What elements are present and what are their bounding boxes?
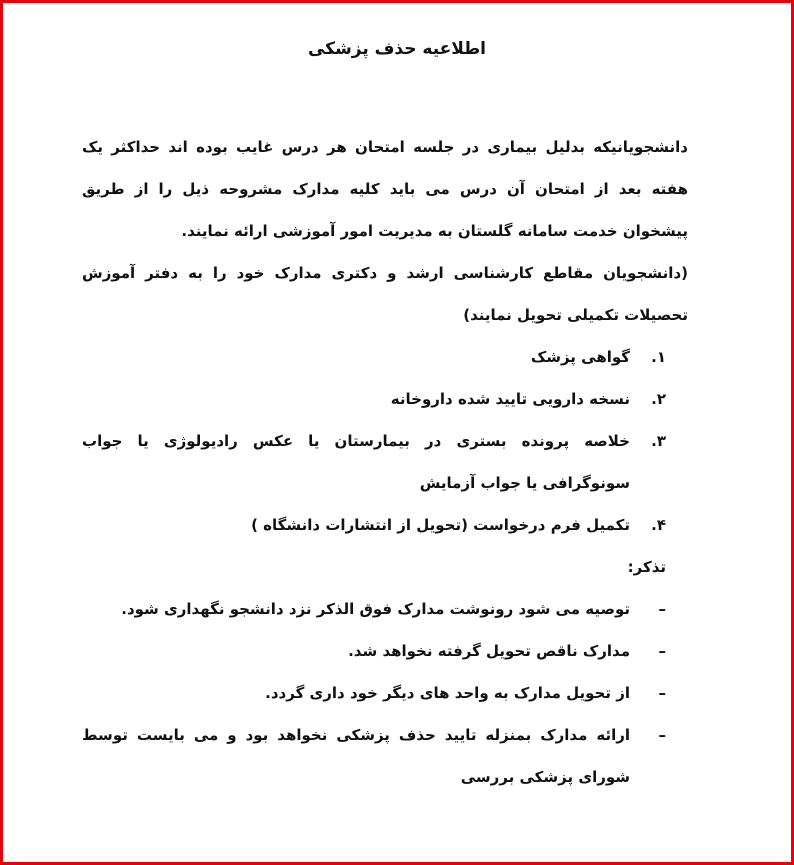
numbered-item-3 [82,420,688,504]
item-text: از تحویل مدارک به واحد های دیگر خود داری گردد. [265,684,630,702]
item-number: ۲. [651,390,666,408]
note-item-4 [82,714,688,798]
numbered-item-4 [82,504,688,546]
numbered-item-2 [82,378,688,420]
item-text: ارائه مدارک بمنزله تایید حذف پزشکی نخواهد بود و می بایست توسط شورای پزشکی بررسی [82,726,630,786]
note-item-2 [82,630,688,672]
note-heading: تذکر: [627,558,666,576]
item-text: خلاصه پرونده بستری در بیمارستان یا عکس رادیولوژی یا جواب سونوگرافی یا جواب آزمایش [82,432,630,492]
note-item-3 [82,672,688,714]
page-title: اطلاعیه حذف پزشکی [307,39,487,59]
item-text: نسخه دارویی تایید شده داروخانه [390,390,630,408]
item-number: ۳. [651,432,666,450]
numbered-item-1 [82,336,688,378]
item-text: مدارک ناقص تحویل گرفته نخواهد شد. [348,642,630,660]
item-text: تکمیل فرم درخواست (تحویل از انتشارات دانشگاه ) [251,516,630,534]
item-number: ۱. [651,348,666,366]
dash-bullet: – [658,642,666,660]
intro-paragraph-1: دانشجویانیکه بدلیل بیماری در جلسه امتحان هر درس غایب بوده اند حداکثر یک هفته بعد از امتحان آن درس می باید کلیه مدارک مشروحه ذیل را از طریق پیشخوان خدمت سامانه گلستان به مدیریت امور آموزشی ارائه نمایند. [82,138,688,240]
document-body [3,126,791,798]
intro-paragraph-2: (دانشجویان مقاطع کارشناسی ارشد و دکتری مدارک خود را به دفتر آموزش تحصیلات تکمیلی تحویل نمایند) [82,264,688,324]
item-text: گواهی پزشک [530,348,630,366]
dash-bullet: – [658,726,666,744]
item-number: ۴. [651,516,666,534]
item-text: توصیه می شود رونوشت مدارک فوق الذکر نزد دانشجو نگهداری شود. [121,600,630,618]
dash-bullet: – [658,600,666,618]
note-item-1 [82,588,688,630]
dash-bullet: – [658,684,666,702]
